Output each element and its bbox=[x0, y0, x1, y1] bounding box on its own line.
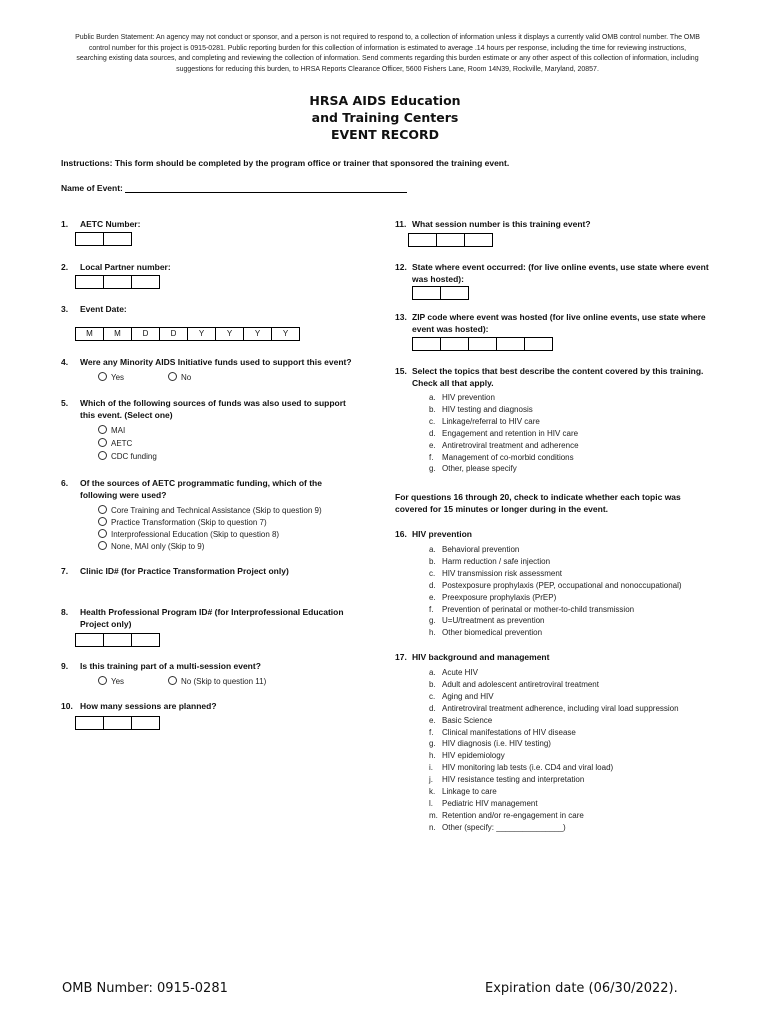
radio-circle-icon[interactable] bbox=[168, 372, 177, 381]
date-cell[interactable]: Y bbox=[244, 328, 272, 340]
list-item[interactable]: d. Antiretroviral treatment adherence, including viral load suppression bbox=[429, 703, 679, 713]
list-item[interactable]: e. Antiretroviral treatment and adherence bbox=[429, 440, 579, 450]
question-5: 5. Which of the following sources of funds was also used to support this event. (Select one) bbox=[61, 398, 346, 420]
zip-box[interactable] bbox=[525, 338, 552, 350]
radio-circle-icon[interactable] bbox=[98, 676, 107, 685]
zip-box[interactable] bbox=[497, 338, 525, 350]
question-11: 11. What session number is this training event? bbox=[395, 219, 591, 229]
list-item[interactable]: f. Management of co-morbid conditions bbox=[429, 452, 574, 462]
form-title bbox=[0, 92, 770, 143]
q6-option-interprofessional[interactable]: Interprofessional Education (Skip to question 8) bbox=[98, 529, 279, 541]
date-cell[interactable]: M bbox=[76, 328, 104, 340]
question-15: 15. Select the topics that best describe the content covered by this training. Check all that apply. bbox=[395, 366, 704, 388]
program-id-box[interactable] bbox=[132, 634, 159, 646]
radio-circle-icon[interactable] bbox=[98, 451, 107, 460]
radio-circle-icon[interactable] bbox=[98, 505, 107, 514]
q9-no-option[interactable]: No (Skip to question 11) bbox=[168, 676, 266, 688]
local-partner-box[interactable] bbox=[132, 276, 159, 288]
omb-number: OMB Number: 0915-0281 bbox=[62, 981, 228, 996]
list-item[interactable]: g. HIV diagnosis (i.e. HIV testing) bbox=[429, 739, 551, 749]
radio-circle-icon[interactable] bbox=[98, 372, 107, 381]
question-13: 13. ZIP code where event was hosted (for live online events, use state where event was hosted): bbox=[395, 312, 706, 334]
local-partner-boxes[interactable] bbox=[75, 275, 160, 289]
expiration-date: Expiration date (06/30/2022). bbox=[485, 981, 678, 996]
state-boxes[interactable] bbox=[412, 286, 469, 300]
state-box[interactable] bbox=[441, 287, 468, 299]
date-cell[interactable]: M bbox=[104, 328, 132, 340]
q5-option-mai[interactable]: MAI bbox=[98, 425, 125, 437]
q5-option-aetc[interactable]: AETC bbox=[98, 438, 132, 450]
q17-topic-list bbox=[429, 667, 679, 834]
aetc-number-boxes[interactable] bbox=[75, 232, 132, 246]
question-6: 6. Of the sources of AETC programmatic funding, which of the following were used? bbox=[61, 478, 322, 500]
question-17: 17. HIV background and management bbox=[395, 652, 550, 662]
q15-topic-list bbox=[429, 392, 579, 475]
list-item[interactable]: c. Linkage/referral to HIV care bbox=[429, 416, 540, 426]
q6-option-none[interactable]: None, MAI only (Skip to 9) bbox=[98, 541, 204, 553]
list-item[interactable]: c. Aging and HIV bbox=[429, 691, 494, 701]
public-burden-statement: Public Burden Statement: An agency may not conduct or sponsor, and a person is not required to respond to, a collection of information unless it displays a currently valid OMB control number. The OMB control number for this project is 0915-0281. Public reporting burden for this collection of information is estimated to average .14 hours per response, including the time for reviewing instructions, searching existing data sources, and completing and reviewing the collection of information. Send comments regarding this burden estimate or any other aspect of this collection of information, including suggestions for reducing this burden, to HRSA Reports Clearance Officer, 5600 Fishers Lane, Room 14N39, Rockville, Maryland, 20857. bbox=[75, 34, 700, 73]
list-item[interactable]: n. Other (specify: _______________) bbox=[429, 822, 566, 832]
list-item[interactable]: b. Harm reduction / safe injection bbox=[429, 556, 551, 566]
program-id-box[interactable] bbox=[104, 634, 132, 646]
list-item[interactable]: b. Adult and adolescent antiretroviral treatment bbox=[429, 679, 599, 689]
list-item[interactable]: c. HIV transmission risk assessment bbox=[429, 568, 563, 578]
list-item[interactable]: f. Clinical manifestations of HIV disease bbox=[429, 727, 576, 737]
question-10: 10. How many sessions are planned? bbox=[61, 701, 217, 711]
state-box[interactable] bbox=[413, 287, 441, 299]
question-4: 4. Were any Minority AIDS Initiative funds used to support this event? bbox=[61, 357, 352, 367]
zip-box[interactable] bbox=[469, 338, 497, 350]
date-cell[interactable]: D bbox=[132, 328, 160, 340]
instructions: Instructions: This form should be completed by the program office or trainer that sponsored the training event. bbox=[61, 158, 510, 168]
session-number-boxes[interactable] bbox=[408, 233, 493, 247]
aetc-number-box[interactable] bbox=[76, 233, 104, 245]
radio-circle-icon[interactable] bbox=[98, 529, 107, 538]
radio-circle-icon[interactable] bbox=[98, 541, 107, 550]
name-of-event-label: Name of Event: bbox=[61, 183, 123, 193]
session-number-box[interactable] bbox=[465, 234, 492, 246]
q4-yes-option[interactable]: Yes bbox=[98, 372, 124, 384]
list-item[interactable]: a. Acute HIV bbox=[429, 668, 479, 677]
list-item[interactable]: g. Other, please specify bbox=[429, 464, 517, 474]
list-item[interactable]: i. HIV monitoring lab tests (i.e. CD4 and viral load) bbox=[429, 763, 614, 773]
question-3: 3. Event Date: bbox=[61, 304, 127, 314]
questions-16-20-note: For questions 16 through 20, check to indicate whether each topic was covered for 15 minutes or longer during in the event. bbox=[395, 492, 681, 514]
program-id-box[interactable] bbox=[76, 634, 104, 646]
sessions-planned-boxes[interactable] bbox=[75, 716, 160, 730]
question-7: 7. Clinic ID# (for Practice Transformation Project only) bbox=[61, 566, 289, 576]
local-partner-box[interactable] bbox=[104, 276, 132, 288]
radio-circle-icon[interactable] bbox=[98, 517, 107, 526]
sessions-planned-box[interactable] bbox=[132, 717, 159, 729]
program-id-boxes[interactable] bbox=[75, 633, 160, 647]
list-item[interactable]: d. Postexposure prophylaxis (PEP, occupational and nonoccupational) bbox=[429, 580, 682, 590]
zip-box[interactable] bbox=[441, 338, 469, 350]
q6-option-practice[interactable]: Practice Transformation (Skip to question 7) bbox=[98, 517, 267, 529]
list-item[interactable]: e. Preexposure prophylaxis (PrEP) bbox=[429, 592, 557, 602]
question-8: 8. Health Professional Program ID# (for Interprofessional Education Project only) bbox=[61, 607, 344, 629]
list-item[interactable]: h. HIV epidemiology bbox=[429, 751, 505, 761]
session-number-box[interactable] bbox=[409, 234, 437, 246]
question-16: 16. HIV prevention bbox=[395, 529, 472, 539]
question-1: 1. AETC Number: bbox=[61, 219, 141, 229]
list-item[interactable]: l. Pediatric HIV management bbox=[429, 798, 538, 808]
q6-option-core[interactable]: Core Training and Technical Assistance (Skip to question 9) bbox=[98, 505, 322, 517]
date-cell[interactable]: Y bbox=[188, 328, 216, 340]
list-item[interactable]: e. Basic Science bbox=[429, 715, 493, 725]
list-item[interactable]: j. HIV resistance testing and interpretation bbox=[429, 775, 585, 785]
list-item[interactable]: m. Retention and/or re-engagement in care bbox=[429, 810, 584, 820]
list-item[interactable]: d. Engagement and retention in HIV care bbox=[429, 428, 579, 438]
title-line-1: HRSA AIDS Education bbox=[309, 93, 461, 108]
title-line-2: and Training Centers bbox=[311, 110, 459, 125]
q9-yes-option[interactable]: Yes bbox=[98, 676, 124, 688]
question-2: 2. Local Partner number: bbox=[61, 262, 171, 272]
radio-circle-icon[interactable] bbox=[98, 425, 107, 434]
q16-topic-list bbox=[429, 544, 682, 639]
question-9: 9. Is this training part of a multi-session event? bbox=[61, 661, 261, 671]
date-cell[interactable]: Y bbox=[216, 328, 244, 340]
aetc-number-box[interactable] bbox=[104, 233, 131, 245]
name-of-event-row bbox=[61, 182, 407, 193]
list-item[interactable]: a. HIV prevention bbox=[429, 393, 495, 402]
q5-option-cdc[interactable]: CDC funding bbox=[98, 451, 157, 463]
list-item[interactable]: h. Other biomedical prevention bbox=[429, 628, 543, 638]
question-12: 12. State where event occurred: (for live online events, use state where event was hosted): bbox=[395, 262, 709, 284]
local-partner-box[interactable] bbox=[76, 276, 104, 288]
session-number-box[interactable] bbox=[437, 234, 465, 246]
radio-circle-icon[interactable] bbox=[98, 438, 107, 447]
radio-circle-icon[interactable] bbox=[168, 676, 177, 685]
date-cell[interactable]: Y bbox=[282, 329, 289, 338]
list-item[interactable]: b. HIV testing and diagnosis bbox=[429, 404, 533, 414]
event-date-boxes[interactable] bbox=[75, 327, 300, 341]
list-item[interactable]: k. Linkage to care bbox=[429, 787, 497, 797]
zip-code-boxes[interactable] bbox=[412, 337, 553, 351]
date-cell[interactable]: D bbox=[160, 328, 188, 340]
list-item[interactable]: f. Prevention of perinatal or mother-to-child transmission bbox=[429, 604, 635, 614]
title-line-3: EVENT RECORD bbox=[330, 127, 440, 142]
list-item[interactable]: g. U=U/treatment as prevention bbox=[429, 616, 545, 626]
zip-box[interactable] bbox=[413, 338, 441, 350]
list-item[interactable]: a. Behavioral prevention bbox=[429, 545, 520, 554]
q4-no-option[interactable]: No bbox=[168, 372, 191, 384]
name-of-event-field[interactable] bbox=[125, 182, 407, 193]
sessions-planned-box[interactable] bbox=[76, 717, 104, 729]
sessions-planned-box[interactable] bbox=[104, 717, 132, 729]
